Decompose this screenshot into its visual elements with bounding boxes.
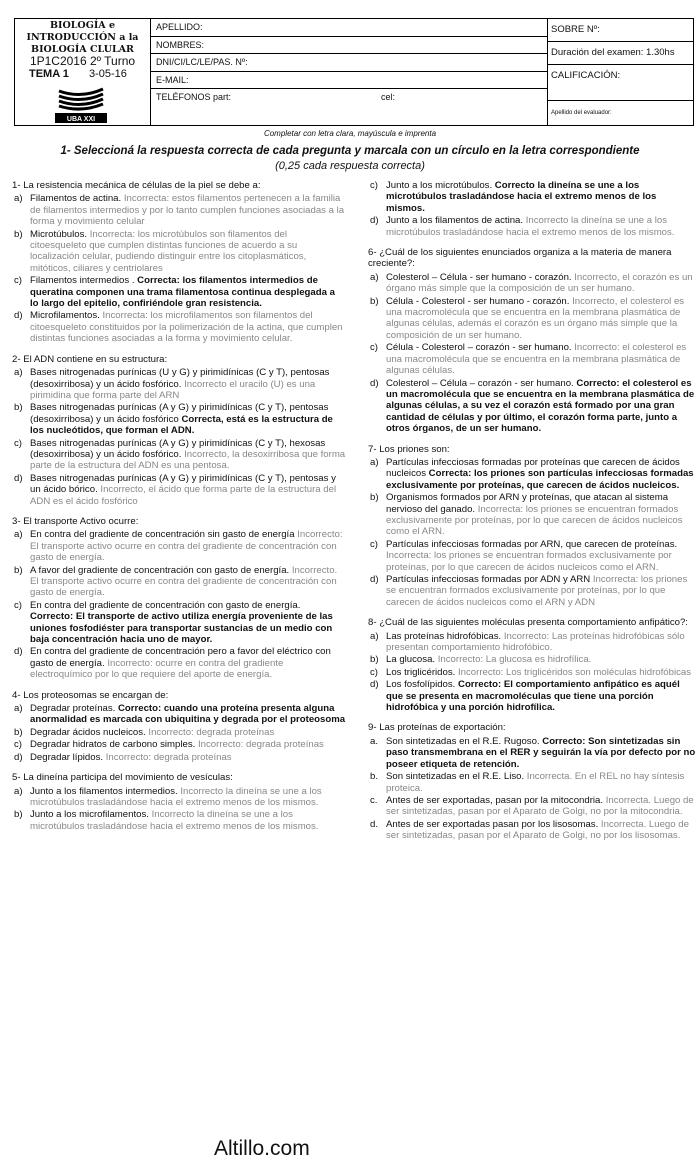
option-text: En contra del gradiente de concentración pero a favor del eléctrico con gasto de energía. (30, 646, 331, 669)
answer-option[interactable] (368, 180, 696, 214)
question (368, 444, 696, 609)
cel-label: cel: (381, 92, 396, 103)
option-letter: d) (14, 646, 23, 658)
duracion-field: Duración del examen: 1.30hs (547, 42, 693, 65)
option-body (386, 342, 696, 376)
sobre-field: SOBRE Nº: (547, 19, 693, 42)
option-body (30, 367, 346, 401)
answer-option[interactable] (12, 739, 346, 750)
option-letter: d) (370, 679, 379, 691)
question-text: 5- La dineína participa del movimiento de vesículas: (12, 772, 233, 784)
option-letter: a) (14, 529, 23, 541)
question-text: 3- El transporte Activo ocurre: (12, 515, 139, 527)
subject-line-1: BIOLOGÍA e (50, 20, 115, 31)
subject-line-2: INTRODUCCIÓN a la (26, 32, 139, 43)
answer-option[interactable] (368, 667, 696, 678)
answer-option[interactable] (368, 795, 696, 818)
answer-option[interactable] (368, 378, 696, 435)
option-text: Junto a los filamentos intermedios. (30, 785, 178, 797)
answer-option[interactable] (368, 574, 696, 608)
question (368, 180, 696, 238)
option-feedback: Incorrecta. En el REL no hay síntesis proteica. (386, 771, 685, 794)
field-apellido[interactable]: APELLIDO: (151, 19, 547, 37)
answer-option[interactable] (12, 786, 346, 809)
answer-option[interactable] (368, 771, 696, 794)
option-correct: Correcto: Son sintetizadas sin paso transmembrana en el RER y seguirán la vía por defecto por no poseer etiqueta de retención. (386, 735, 696, 770)
question (12, 354, 346, 507)
option-correct: Correcto: El comportamiento anfipático es aquél que se presenta en macromoléculas que tiene una porción hidrofóbica y una porción hidrofílica. (386, 679, 680, 714)
tema-line (15, 68, 150, 81)
question (12, 180, 346, 345)
option-correct: Correcta: los priones son partículas infecciosas formadas exclusivamente por proteínas, que carecen de ácidos nucleicos. (386, 468, 694, 491)
option-text: La glucosa. (386, 654, 436, 666)
option-text: Degradar ácidos nucleicos. (30, 726, 146, 738)
option-letter: c) (370, 538, 378, 550)
option-text: Junto a los microfilamentos. (30, 809, 149, 821)
option-letter: a. (370, 735, 379, 747)
option-body (30, 703, 346, 726)
subject-block (15, 19, 151, 125)
admin-fields (547, 19, 693, 125)
option-letter: c) (14, 275, 22, 287)
option-letter: a) (370, 630, 379, 642)
answer-option[interactable] (12, 438, 346, 472)
answer-option[interactable] (368, 679, 696, 713)
option-text: Célula - Colesterol – corazón - ser humano. (386, 342, 572, 354)
question (12, 516, 346, 681)
exam-date: 3-05-16 (88, 68, 127, 80)
answer-option[interactable] (12, 727, 346, 738)
option-body (30, 229, 346, 275)
option-text: Partículas infecciosas formadas por ARN, que carecen de proteínas. (386, 538, 678, 550)
option-body (386, 654, 696, 665)
instructions-title: 1- Seleccioná la respuesta correcta de cada pregunta y marcala con un círculo en la letra correspondiente (60, 145, 640, 157)
option-text: Partículas infecciosas formadas por proteínas que carecen de ácidos nucleicos (386, 456, 680, 480)
field-nombres[interactable]: NOMBRES: (151, 37, 547, 55)
option-body (30, 600, 346, 646)
option-body (386, 296, 696, 342)
option-feedback: Incorrecta: los priones se encuentran formados exclusivamente por proteínas, por lo que carecen de ácidos nucleicos como el ARN. (386, 550, 672, 573)
option-text: Antes de ser exportadas pasan por los lisosomas. (386, 818, 599, 830)
option-text: Colesterol – Célula – corazón - ser humano. (386, 377, 574, 389)
questions-left-column (12, 180, 346, 841)
questions-right-column (368, 180, 696, 851)
option-correct: Correcto: cuando una proteína presenta alguna anormalidad es marcada con ubiquitina y degrada por el proteosoma (30, 703, 346, 726)
option-correct: Correcto: el colesterol es un macromolécula que se encuentra en la membrana plasmática de algunas células, a su vez el corazón está formado por una gran cantidad de células y por último, el corazón forma parte, junto a otros órganos, de un ser humano. (386, 377, 695, 435)
option-feedback: Incorrecto: Los triglicéridos son moléculas hidrofóbicas (455, 666, 692, 678)
option-body (386, 819, 696, 842)
option-text: Son sintetizadas en el R.E. Liso. (386, 771, 525, 783)
option-body (386, 378, 696, 435)
option-feedback: Incorrecta: estos filamentos pertenecen a la familia de filamentos intermedios y por lo tanto cumplen funciones asociadas a la forma y movimiento celular (30, 193, 345, 228)
option-body (30, 275, 346, 309)
option-feedback: Incorrecto: ocurre en contra del gradiente electroquímico por lo que requiere del aporte de energía. (30, 657, 284, 681)
question (368, 247, 696, 435)
option-body (386, 679, 696, 713)
option-feedback: Incorrecto la dineína se une a los microtúbulos trasladándose hacia el extremo menos de los mismos. (30, 785, 322, 808)
option-text: En contra del gradiente de concentración sin gasto de energía (30, 529, 295, 541)
option-text: Junto a los filamentos de actina. (386, 215, 524, 227)
option-feedback: Incorrecto: El transporte activo ocurre en contra del gradiente de concentración con gasto de energía. (30, 529, 343, 564)
answer-option[interactable] (12, 193, 346, 227)
answer-option[interactable] (368, 654, 696, 665)
answer-option[interactable] (12, 703, 346, 726)
option-letter: d) (14, 310, 23, 322)
option-letter: c) (370, 180, 378, 191)
footer-watermark: Altillo.com (214, 1137, 310, 1160)
answer-option[interactable] (12, 600, 346, 646)
option-letter: a) (14, 785, 23, 797)
option-letter: b) (370, 295, 379, 307)
option-body (30, 809, 346, 832)
option-text: Los fosfolípidos. (386, 679, 456, 691)
option-feedback: Incorrecto: La glucosa es hidrofílica. (435, 654, 592, 666)
option-body (386, 667, 696, 678)
option-correct: Correcta, está es la estructura de los nucleótidos, que forman el ADN. (30, 413, 333, 437)
option-text: Filamentos de actina. (30, 193, 122, 205)
option-text: Organismos formados por ARN y proteínas, que atacan al sistema nervioso del ganado. (386, 492, 669, 515)
answer-option[interactable] (12, 310, 346, 344)
option-letter: d) (370, 215, 379, 227)
option-letter: b) (14, 228, 23, 240)
option-feedback: Incorrecta: los microfilamentos son filamentos del citoesqueleto constituidos por la polimerización de la actina, que cumplen distintas funciones asociadas a la forma y movimiento celular. (30, 310, 343, 345)
option-text: Bases nitrogenadas purínicas (U y G) y pirimidínicas (C y T), pentosas (desoxirribosa) y un ácido fosfórico. (30, 367, 330, 390)
option-letter: a) (14, 367, 23, 379)
option-feedback: Incorrecto, el colesterol es una macromolécula que se encuentra en la membrana plasmática de algunas células, además el corazón es un órgano más simple que la composición de un ser humano. (386, 295, 685, 341)
answer-option[interactable] (368, 631, 696, 654)
option-text: Microfilamentos. (30, 310, 100, 322)
answer-option[interactable] (368, 819, 696, 842)
calificacion-field: CALIFICACIÓN: (547, 65, 693, 101)
question-text: 4- Los proteosomas se encargan de: (12, 689, 169, 701)
answer-option[interactable] (12, 565, 346, 599)
option-feedback: Incorrecta. Luego de ser sintetizadas, pasan por el Aparato de Golgi, no por los lisosomas. (386, 818, 689, 842)
option-feedback: Incorrecto el uracilo (U) es una pirimidina que forma parte del ARN (30, 378, 316, 401)
answer-option[interactable] (12, 367, 346, 401)
option-text: Microtúbulos. (30, 228, 88, 240)
answer-option[interactable] (12, 229, 346, 275)
logo-text: UBA XXI (66, 116, 96, 123)
question (368, 722, 696, 841)
field-dni[interactable]: DNI/CI/LC/LE/PAS. Nº: (151, 54, 547, 72)
question (12, 772, 346, 832)
option-letter: d) (370, 574, 379, 585)
field-telefonos[interactable] (151, 89, 547, 107)
option-body (386, 215, 696, 238)
option-body (386, 574, 696, 608)
option-correct: Correcta: los filamentos intermedios de queratina componen una trama filamentosa continua desplegada a lo largo del epitelio, confiriéndole gran resistencia. (30, 275, 335, 310)
option-feedback: Incorrecto, el ácido que forma parte de la estructura del ADN es el ácido fosfórico (30, 484, 337, 507)
option-text: Filamentos intermedios . (30, 275, 135, 287)
question-text: 7- Los priones son: (368, 443, 450, 455)
option-text: Colesterol – Célula - ser humano - corazón. (386, 271, 572, 283)
option-body (30, 646, 346, 680)
option-body (30, 438, 346, 472)
question-text: 9- Las proteínas de exportación: (368, 722, 506, 734)
question (368, 617, 696, 713)
option-body (386, 631, 696, 654)
answer-option[interactable] (368, 296, 696, 342)
answer-option[interactable] (12, 646, 346, 680)
option-body (386, 736, 696, 770)
option-body (30, 473, 346, 507)
answer-option[interactable] (12, 473, 346, 507)
option-letter: d) (370, 377, 379, 389)
option-feedback: Incorrecto. El transporte activo ocurre en contra del gradiente de concentración con gasto de energía. (30, 564, 338, 599)
student-fields (151, 19, 548, 125)
option-body (386, 795, 696, 818)
option-body (386, 457, 696, 491)
answer-option[interactable] (12, 809, 346, 832)
option-feedback: Incorrecto, la desoxirribosa que forma parte de la estructura del ADN es una pentosa. (30, 448, 346, 472)
option-letter: c) (14, 437, 22, 449)
option-feedback: Incorrecto la dineína se une a los microtúbulos trasladándose hacia el extremo menos de los mismos. (386, 215, 675, 238)
option-letter: b) (14, 809, 23, 821)
option-text: Degradar proteínas. (30, 703, 116, 715)
option-text: Bases nitrogenadas purínicas (A y G) y pirimidínicas (C y T), pentosas y un ácido bórico. (30, 472, 336, 496)
option-feedback: Incorrecta. Luego de ser sintetizadas, pasan por el Aparato de Golgi, no por la mitocondria. (386, 794, 694, 818)
option-text: Junto a los microtúbulos. (386, 180, 493, 191)
option-body (30, 529, 346, 563)
option-letter: b. (370, 771, 379, 783)
uba-logo-icon (51, 85, 111, 123)
option-feedback: Incorrecto: degrada proteínas (145, 726, 275, 738)
exam-header (14, 18, 694, 126)
option-body (30, 565, 346, 599)
option-text: Degradar hidratos de carbono simples. (30, 739, 196, 751)
uba-logo (51, 85, 111, 123)
tema: TEMA 1 (29, 68, 69, 80)
option-letter: a) (14, 193, 23, 205)
option-letter: b) (14, 402, 23, 414)
option-body (30, 739, 346, 750)
option-body (30, 402, 346, 436)
option-text: Bases nitrogenadas purínicas (A y G) y pirimidínicas (C y T), pentosas (desoxirribosa) y un ácido fosfórico (30, 402, 329, 425)
option-text: En contra del gradiente de concentración con gasto de energía. (30, 599, 301, 611)
option-feedback: Incorrecto: Las proteínas hidrofóbicas sólo presentan comportamiento hidrofóbico. (386, 630, 685, 654)
option-body (386, 180, 696, 214)
option-feedback: Incorrecto: el colesterol es una macromolécula que se encuentra en la membrana plasmática de algunas células. (386, 342, 687, 377)
question-text: 2- El ADN contiene en su estructura: (12, 353, 168, 365)
option-body (386, 272, 696, 295)
option-feedback: Incorrecto: degrada proteínas (103, 751, 232, 763)
option-letter: c) (370, 342, 378, 354)
answer-option[interactable] (368, 215, 696, 238)
option-body (30, 786, 346, 809)
answer-option[interactable] (12, 402, 346, 436)
answer-option[interactable] (12, 529, 346, 563)
option-letter: b) (14, 726, 23, 738)
question (12, 690, 346, 763)
option-letter: b) (370, 492, 379, 504)
option-body (386, 771, 696, 794)
option-letter: c) (370, 666, 378, 678)
option-body (386, 492, 696, 538)
option-body (30, 752, 346, 763)
option-feedback: Incorrecto, el corazón es un órgano más simple que la composición de un ser humano. (386, 271, 693, 295)
option-feedback: Incorrecta: los microtúbulos son filamentos del citoesqueleto que cumplen distintas funciones de acuerdo a su localización celular, pudiendo distinguir entre los citoplasmáticos, mitóticos, ciliares y centriolares (30, 228, 307, 274)
option-body (30, 310, 346, 344)
option-text: Son sintetizadas en el R.E. Rugoso. (386, 735, 540, 747)
option-letter: d) (14, 751, 23, 763)
option-text: Célula - Colesterol - ser humano - corazón. (386, 295, 570, 307)
option-feedback: Incorrecto la dineína se une a los microtúbulos trasladándose hacia el extremo menos de los mismos. (30, 809, 319, 832)
option-body (30, 727, 346, 738)
option-feedback: Incorrecta: los priones se encuentran formados exclusivamente por proteínas, por lo que carecen de ácidos nucleicos como el ARN y ADN (386, 574, 688, 608)
answer-option[interactable] (368, 492, 696, 538)
option-feedback: Incorrecta: los priones se encuentran formados exclusivamente por proteínas, por lo que carecen de ácidos nucleicos como el ARN. (386, 503, 683, 538)
option-text: A favor del gradiente de concentración con gasto de energía. (30, 564, 290, 576)
answer-option[interactable] (368, 457, 696, 491)
option-letter: a) (370, 456, 379, 468)
option-letter: d) (14, 472, 23, 484)
question-text: 1- La resistencia mecánica de células de la piel se debe a: (12, 180, 261, 191)
option-text: Degradar lípidos. (30, 751, 104, 763)
answer-option[interactable] (12, 275, 346, 309)
option-letter: c. (370, 794, 378, 806)
fill-note: Completar con letra clara, mayúscula e imprenta (263, 129, 437, 138)
answer-option[interactable] (368, 736, 696, 770)
option-text: Antes de ser exportadas, pasan por la mitocondria. (386, 794, 604, 806)
option-correct: Correcto la dineína se une a los microtúbulos trasladándose hacia el extremo menos de los mismos. (386, 180, 657, 214)
evaluador-field: Apellido del evaluador: (551, 110, 612, 116)
question-text: 6- ¿Cuál de los siguientes enunciados organiza a la materia de manera creciente?: (368, 247, 672, 270)
option-text: Los triglicéridos. (386, 666, 456, 678)
exam-code: 1P1C2016 2º Turno (29, 54, 136, 68)
phone-label: TELÉFONOS part: (156, 92, 232, 103)
option-text: Partículas infecciosas formadas por ADN y ARN (386, 574, 591, 585)
field-email[interactable]: E-MAIL: (151, 72, 547, 90)
option-letter: b) (14, 564, 23, 576)
answer-option[interactable] (368, 272, 696, 295)
instructions-subtitle: (0,25 cada respuesta correcta) (275, 160, 425, 172)
option-body (30, 193, 346, 227)
option-body (386, 539, 696, 573)
option-letter: c) (14, 739, 22, 751)
option-letter: b) (370, 654, 379, 666)
answer-option[interactable] (368, 539, 696, 573)
option-text: Las proteínas hidrofóbicas. (386, 630, 502, 642)
question-text: 8- ¿Cuál de las siguientes moléculas presenta comportamiento anfipático?: (368, 617, 688, 629)
option-letter: c) (14, 599, 22, 611)
option-letter: d. (370, 818, 379, 830)
option-correct: Correcto: El transporte de activo utiliza energía proveniente de las uniones fosfodiéster para transportar sustancias de un medio con baja concentración hacia uno de mayor. (30, 611, 333, 646)
option-letter: a) (14, 703, 23, 715)
option-feedback: Incorrecto: degrada proteínas (195, 739, 324, 751)
answer-option[interactable] (368, 342, 696, 376)
subject-line-3: BIOLOGÍA CLULAR (31, 44, 134, 55)
answer-option[interactable] (12, 752, 346, 763)
option-letter: a) (370, 271, 379, 283)
option-text: Bases nitrogenadas purínicas (A y G) y pirimidínicas (C y T), hexosas (desoxirribosa) y un ácido fosfórico. (30, 437, 326, 460)
